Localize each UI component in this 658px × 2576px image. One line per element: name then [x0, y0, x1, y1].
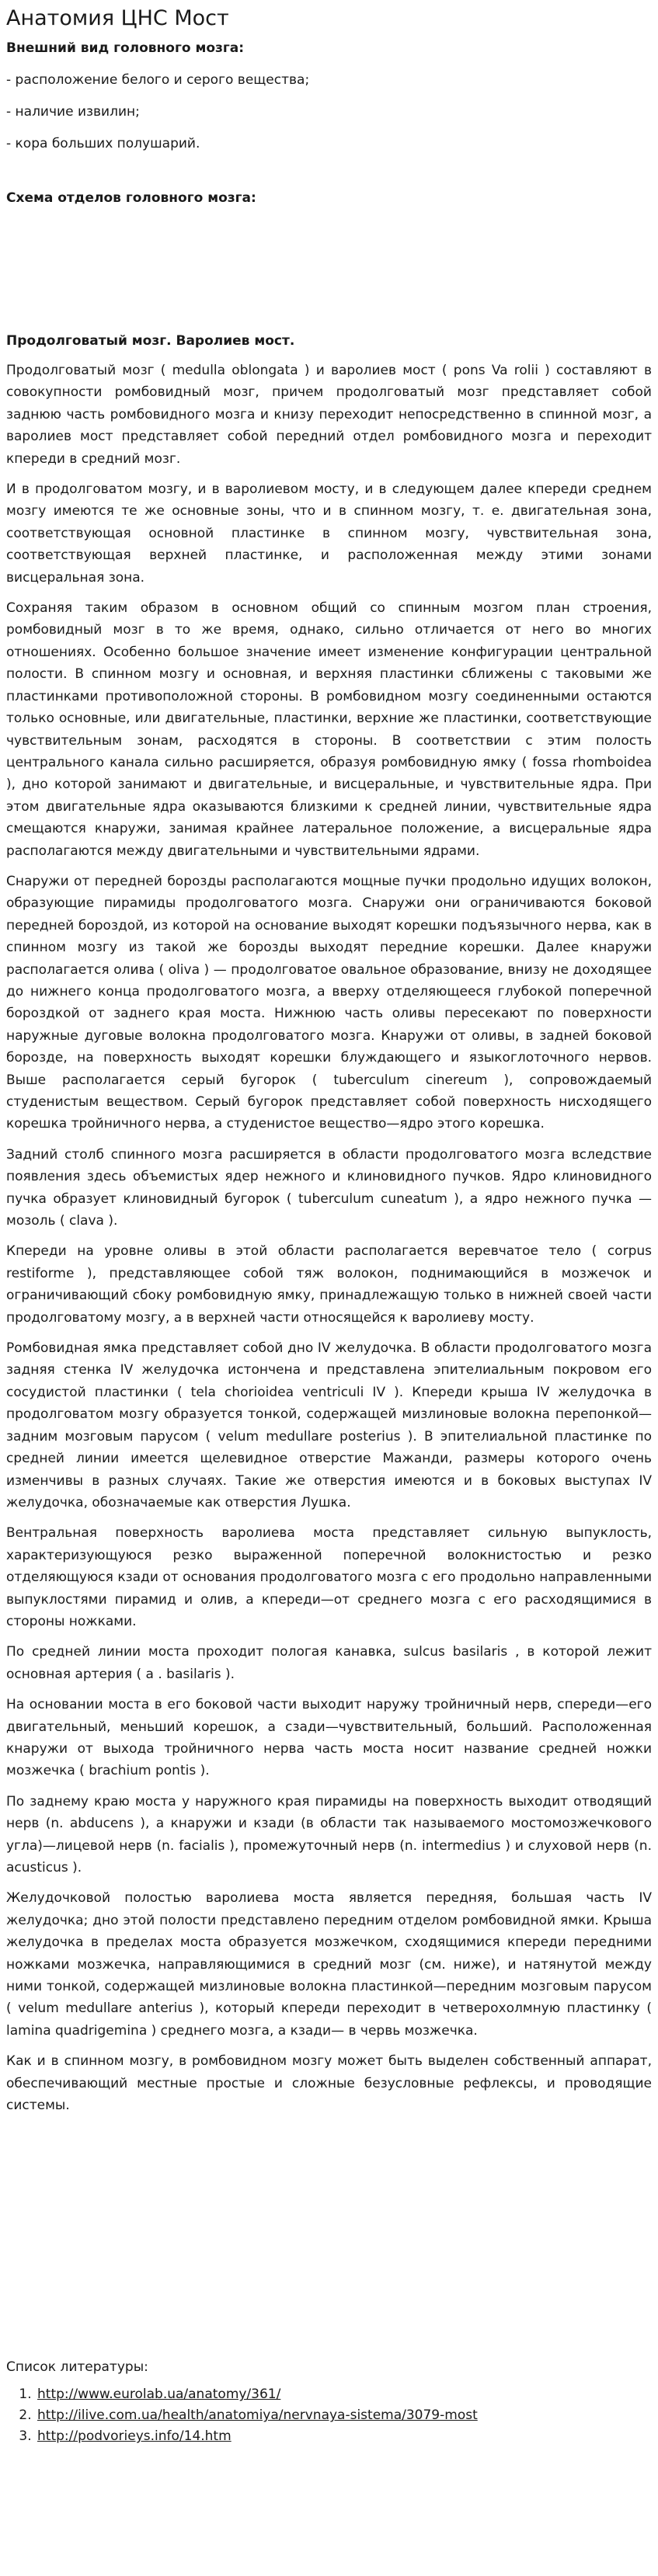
external-item: - наличие извилин;	[6, 104, 140, 120]
references-heading: Список литературы:	[6, 2359, 148, 2376]
paragraph: Задний столб спинного мозга расширяется в области продолговатого мозга вследствие появления здесь объемистых ядер нежного и клиновидного пучков. Ядро клиновидного пучка образует клиновидный бугорок ( tuberculum cuneatum ), а ядро нежного пучка — мозоль ( clava ).	[6, 1146, 652, 1229]
paragraph: Сохраняя таким образом в основном общий со спинным мозгом план строения, ромбовидный мозг в то же время, однако, сильно отличается от него во многих отношениях. Особенно большое значение имеет изменение конфигурации центральной полости. В спинном мозгу и основная, и верхняя пластинки сближены с таковыми же пластинками противоположной стороны. В ромбовидном мозгу соединенными остаются только основные, или двигательные, пластинки, верхние же пластинки, соответствующие чувствительным зонам, расходятся в стороны. В соответствии с этим полость центрального канала сильно расширяется, образуя ромбовидную ямку ( fossa rhomboidea ), дно которой занимают и двигательные, и висцеральные, и чувствительные ядра. При этом двигательные ядра оказываются близкими к средней линии, чувствительные ядра смещаются кнаружи, занимая крайнее латеральное положение, а висцеральные ядра располагаются между двигательными и чувствительными ядрами.	[6, 600, 652, 859]
paragraph: На основании моста в его боковой части выходит наружу тройничный нерв, спереди—его двигательный, меньший корешок, а сзади—чувствительный, больший. Расположенная кнаружи от выхода тройничного нерва часть моста носит название средней ножки мозжечка ( brachium pontis ).	[6, 1697, 652, 1779]
list-item	[36, 2426, 652, 2447]
external-view-heading: Внешний вид головного мозга:	[6, 40, 245, 56]
list-item	[36, 2384, 652, 2405]
references-list	[6, 2384, 652, 2447]
paragraph: Как и в спинном мозгу, в ромбовидном мозгу может быть выделен собственный аппарат, обеспечивающий местные простые и сложные безусловные рефлексы, и проводящие системы.	[6, 2053, 652, 2114]
paragraph: Желудочковой полостью варолиева моста является передняя, большая часть IV желудочка; дно этой полости представлено передним отделом ромбовидной ямки. Крыша желудочка в пределах моста образуется мозжечком, сходящимися кпереди передними ножками мозжечка, направляющимися в средний мозг (см. ниже), и натянутой между ними тонкой, содержащей мизлиновые волокна пластинкой—передним мозговым парусом ( velum medullare anterius ), который кпереди переходит в четверохолмную пластинку ( lamina quadrigemina ) среднего мозга, а кзади— в червь мозжечка.	[6, 1890, 652, 2039]
reference-link[interactable]: http://ilive.com.ua/health/anatomiya/nervnaya-sistema/3079-most	[37, 2407, 478, 2424]
external-item: - кора больших полушарий.	[6, 136, 200, 151]
schema-placeholder	[6, 207, 652, 332]
paragraph: Ромбовидная ямка представляет собой дно IV желудочка. В области продолговатого мозга задняя стенка IV желудочка истончена и представлена эпителиальным покровом его сосудистой пластинки ( tela chorioidea ventriculi IV ). Кпереди крыша IV желудочка в продолговатом мозгу образуется тонкой, содержащей мизлиновые волокна перепонкой—задним мозговым парусом ( velum medullare posterius ). В эпителиальной пластинке по средней линии имеется щелевидное отверстие Мажанди, размеры которого очень изменчивы в разных случаях. Такие же отверстия имеются и в боковых выступах IV желудочка, обозначаемые как отверстия Лушка.	[6, 1340, 652, 1510]
paragraph: И в продолговатом мозгу, и в варолиевом мосту, и в следующем далее кпереди среднем мозгу имеются те же основные зоны, что и в спинном мозгу, т. е. двигательная зона, соответствующая основной пластинке в спинном мозгу, чувствительная зона, соответствующая верхней пластинке, и расположенная между этими зонами висцеральная зона.	[6, 481, 652, 586]
paragraph: По средней линии моста проходит пологая канавка, sulcus basilaris , в которой лежит основная артерия ( a . basilaris ).	[6, 1644, 652, 1682]
external-item: - расположение белого и серого вещества;	[6, 72, 310, 88]
paragraph: Снаружи от передней борозды располагаются мощные пучки продольно идущих волокон, образующие пирамиды продолговатого мозга. Снаружи они ограничиваются боковой передней бороздой, из которой на основание выходят корешки подъязычного нерва, как в спинном мозгу из такой же борозды выходят передние корешки. Далее кнаружи располагается олива ( oliva ) — продолговатое овальное образование, внизу не доходящее до нижнего конца продолговатого мозга, а вверху отделяющееся глубокой поперечной бороздкой от заднего края моста. Нижнюю часть оливы пересекают по поверхности наружные дуговые волокна продолговатого мозга. Кнаружи от оливы, в задней боковой борозде, на поверхность выходят корешки блуждающего и языкоглоточного нервов. Выше располагается серый бугорок ( tuberculum cinereum ), сопровождаемый студенистым веществом. Серый бугорок представляет собой поверхность нисходящего корешка тройничного нерва, а студенистое вещество—ядро этого корешка.	[6, 873, 652, 1132]
reference-link[interactable]: http://podvorieys.info/14.htm	[37, 2428, 232, 2445]
schema-heading: Схема отделов головного мозга:	[6, 190, 256, 206]
paragraph: Продолговатый мозг ( medulla oblongata ) и варолиев мост ( pons Va rolii ) составляют в совокупности ромбовидный мозг, причем продолговатый мозг представляет собой заднюю часть ромбовидного мозга и книзу переходит непосредственно в спинной мозг, а варолиев мост представляет собой передний отдел ромбовидного мозга и переходит кпереди в средний мозг.	[6, 363, 652, 467]
document-page	[0, 6, 658, 2447]
page-title: Анатомия ЦНС Мост	[6, 6, 229, 30]
section-heading: Продолговатый мозг. Варолиев мост.	[6, 333, 295, 349]
list-item	[36, 2405, 652, 2426]
paragraph: Кпереди на уровне оливы в этой области располагается веревчатое тело ( corpus restiforme ), представляющее собой тяж волокон, поднимающийся в мозжечок и ограничивающий сбоку ромбовидную ямку, принадлежащую только в нижней своей части продолговатому мозгу, а в верхней части относящейся к варолиеву мосту.	[6, 1243, 652, 1326]
paragraph: Вентральная поверхность варолиева моста представляет сильную выпуклость, характеризующуюся резко выраженной поперечной волокнистостью и резко отделяющуюся кзади от основания продолговатого мозга с его продольно направленными выпуклостями пирамид и олив, а кпереди—от среднего мозга с его расходящимися в стороны ножками.	[6, 1525, 652, 1629]
paragraph: По заднему краю моста у наружного края пирамиды на поверхность выходит отводящий нерв (n. abducens ), а кнаружи и кзади (в области так называемого мостомозжечкового угла)—лицевой нерв (n. facialis ), промежуточный нерв (n. intermedius ) и слуховой нерв (n. acusticus ).	[6, 1793, 652, 1876]
reference-link[interactable]: http://www.eurolab.ua/anatomy/361/	[37, 2387, 281, 2403]
